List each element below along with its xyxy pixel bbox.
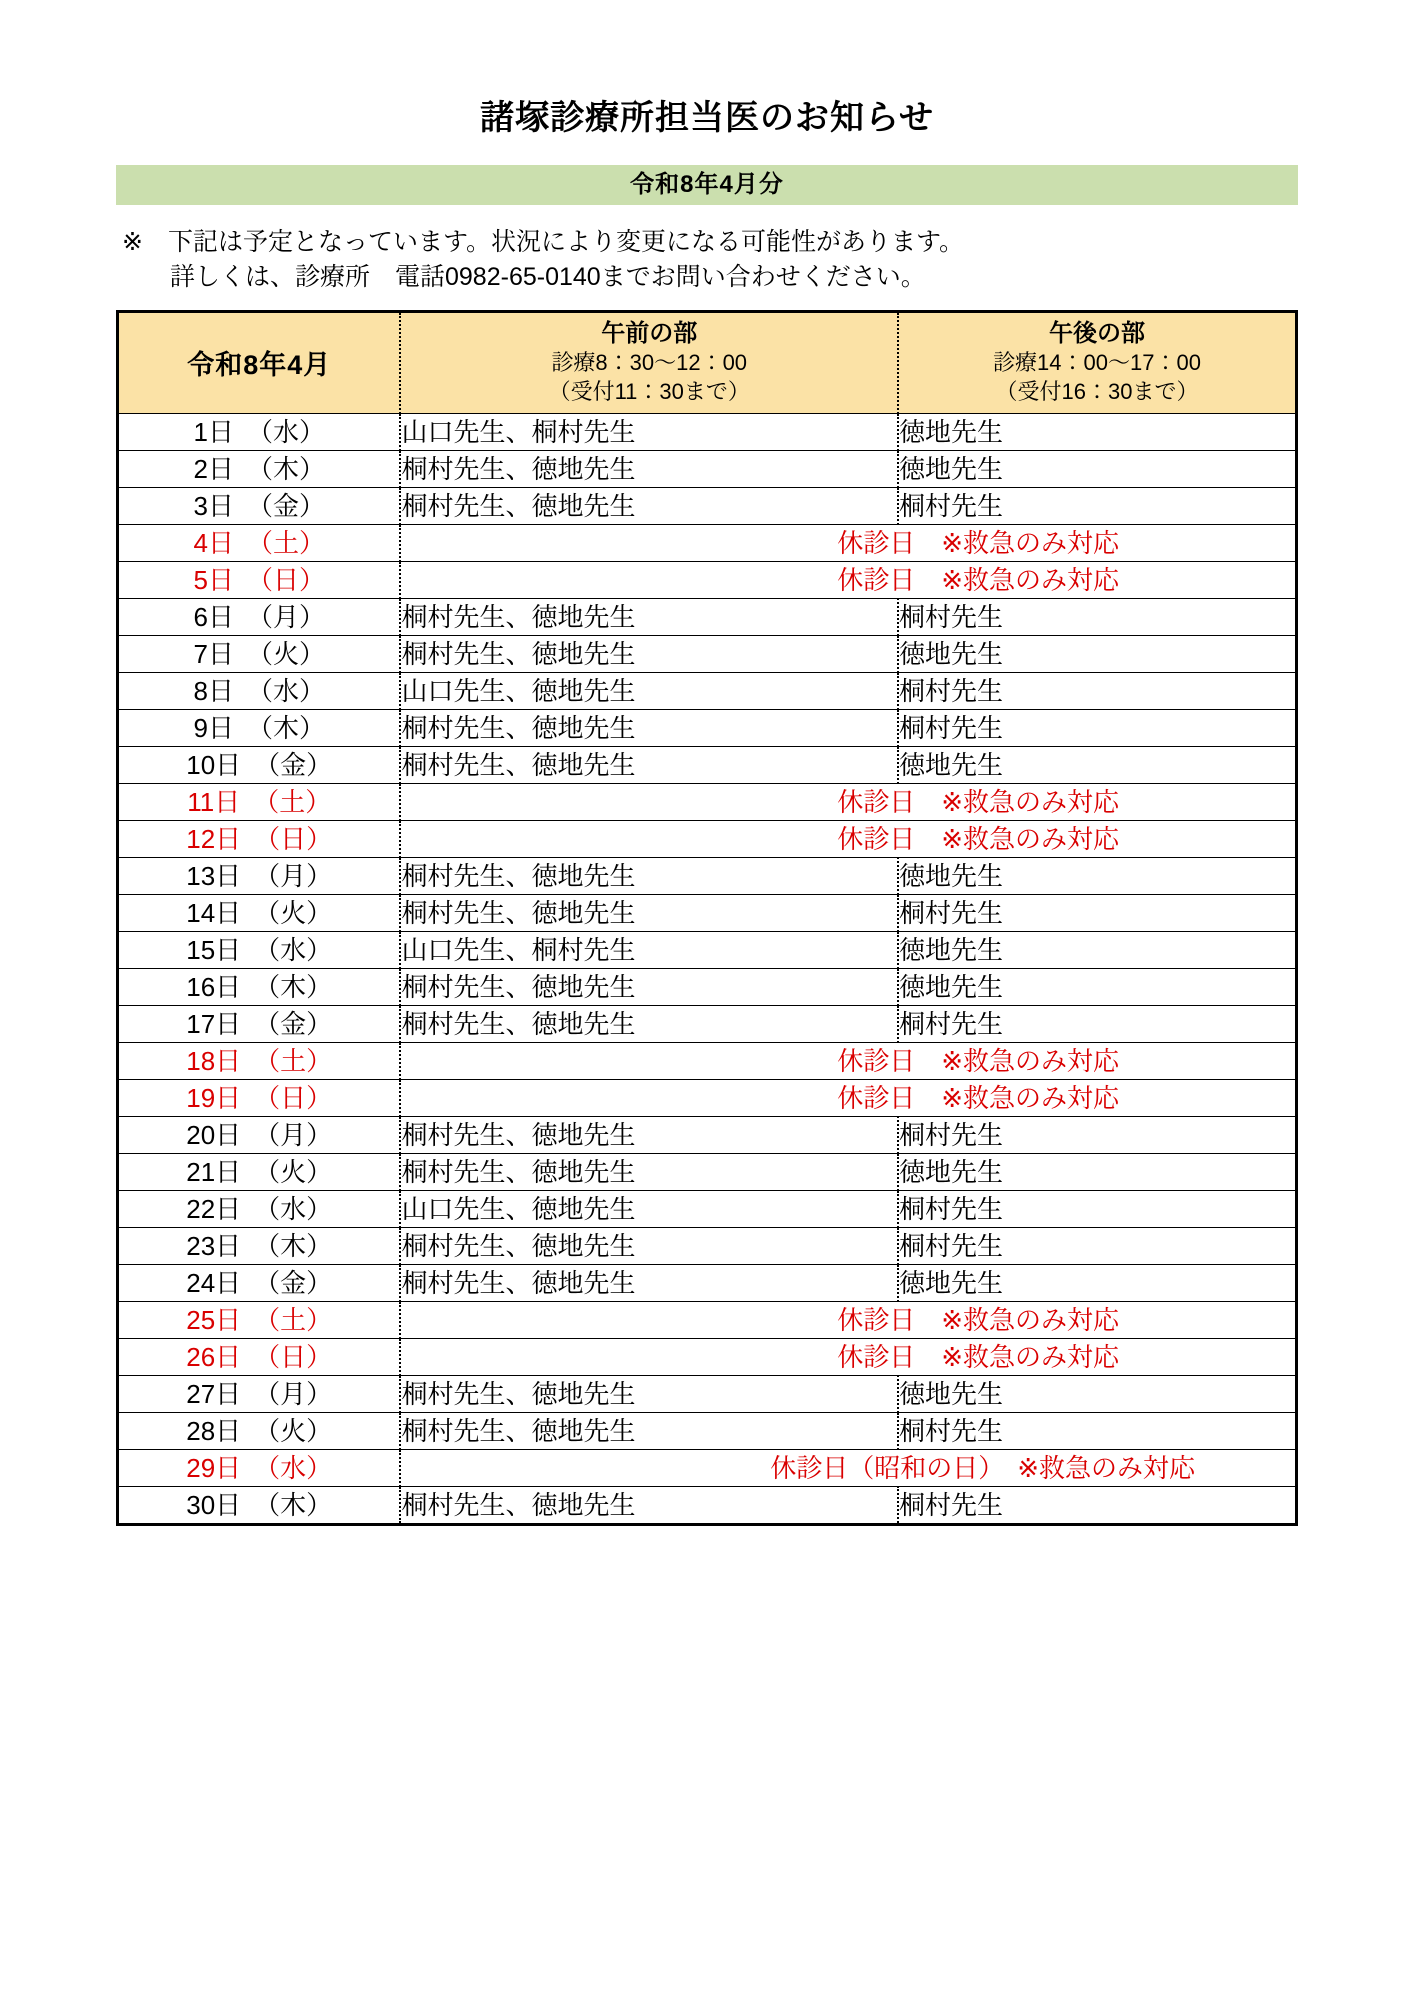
cell-date: 30日 （木） <box>118 1486 401 1524</box>
cell-morning-doctors: 桐村先生、徳地先生 <box>400 1005 898 1042</box>
table-row <box>118 487 1297 524</box>
table-row <box>118 413 1297 450</box>
cell-afternoon-doctors: 桐村先生 <box>898 1412 1297 1449</box>
cell-date: 26日 （日） <box>118 1338 401 1375</box>
cell-afternoon-doctors: 徳地先生 <box>898 450 1297 487</box>
cell-date: 13日 （月） <box>118 857 401 894</box>
cell-morning-doctors: 桐村先生、徳地先生 <box>400 746 898 783</box>
table-row <box>118 1338 1297 1375</box>
table-row <box>118 524 1297 561</box>
cell-morning-doctors: 桐村先生、徳地先生 <box>400 450 898 487</box>
cell-date: 20日 （月） <box>118 1116 401 1153</box>
cell-closed-notice: 休診日 ※救急のみ対応 <box>400 561 1296 598</box>
schedule-table-body <box>118 413 1297 1524</box>
header-afternoon-hours: 診療14：00～17：00 <box>993 350 1201 376</box>
header-morning-hours: 診療8：30～12：00 <box>551 350 748 376</box>
period-band-label: 令和8年4月分 <box>630 170 784 198</box>
cell-morning-doctors: 桐村先生、徳地先生 <box>400 635 898 672</box>
table-row <box>118 857 1297 894</box>
cell-afternoon-doctors: 桐村先生 <box>898 1116 1297 1153</box>
notice-line-2: 詳しくは、診療所 電話0982-65-0140までお問い合わせください。 <box>170 263 926 292</box>
table-row <box>118 1227 1297 1264</box>
table-row <box>118 968 1297 1005</box>
cell-date: 4日 （土） <box>118 524 401 561</box>
cell-closed-notice: 休診日 ※救急のみ対応 <box>400 1338 1296 1375</box>
header-morning-title: 午前の部 <box>601 320 698 348</box>
cell-date: 29日 （水） <box>118 1449 401 1486</box>
cell-afternoon-doctors: 桐村先生 <box>898 1005 1297 1042</box>
cell-closed-notice: 休診日（昭和の日） ※救急のみ対応 <box>400 1449 1296 1486</box>
cell-morning-doctors: 桐村先生、徳地先生 <box>400 857 898 894</box>
cell-morning-doctors: 桐村先生、徳地先生 <box>400 598 898 635</box>
cell-morning-doctors: 桐村先生、徳地先生 <box>400 1153 898 1190</box>
cell-date: 28日 （火） <box>118 1412 401 1449</box>
header-afternoon-title: 午後の部 <box>1048 320 1145 348</box>
cell-morning-doctors: 山口先生、桐村先生 <box>400 931 898 968</box>
table-row <box>118 746 1297 783</box>
cell-date: 27日 （月） <box>118 1375 401 1412</box>
cell-afternoon-doctors: 桐村先生 <box>898 1227 1297 1264</box>
cell-date: 21日 （火） <box>118 1153 401 1190</box>
cell-date: 6日 （月） <box>118 598 401 635</box>
schedule-table-wrapper <box>116 310 1298 1526</box>
table-row <box>118 1079 1297 1116</box>
cell-morning-doctors: 桐村先生、徳地先生 <box>400 968 898 1005</box>
table-row <box>118 1412 1297 1449</box>
cell-date: 14日 （火） <box>118 894 401 931</box>
cell-morning-doctors: 桐村先生、徳地先生 <box>400 1116 898 1153</box>
table-row <box>118 1042 1297 1079</box>
cell-morning-doctors: 山口先生、徳地先生 <box>400 672 898 709</box>
cell-closed-notice: 休診日 ※救急のみ対応 <box>400 524 1296 561</box>
table-row <box>118 1449 1297 1486</box>
cell-closed-notice: 休診日 ※救急のみ対応 <box>400 1301 1296 1338</box>
cell-afternoon-doctors: 桐村先生 <box>898 1486 1297 1524</box>
cell-date: 23日 （木） <box>118 1227 401 1264</box>
cell-date: 10日 （金） <box>118 746 401 783</box>
cell-afternoon-doctors: 桐村先生 <box>898 487 1297 524</box>
cell-date: 8日 （水） <box>118 672 401 709</box>
cell-morning-doctors: 山口先生、桐村先生 <box>400 413 898 450</box>
header-row <box>118 311 1297 413</box>
header-cell-morning <box>400 311 898 413</box>
cell-afternoon-doctors: 徳地先生 <box>898 931 1297 968</box>
table-row <box>118 1375 1297 1412</box>
cell-afternoon-doctors: 桐村先生 <box>898 1190 1297 1227</box>
table-row <box>118 783 1297 820</box>
period-band <box>116 165 1298 205</box>
cell-closed-notice: 休診日 ※救急のみ対応 <box>400 820 1296 857</box>
cell-date: 16日 （木） <box>118 968 401 1005</box>
table-row <box>118 1264 1297 1301</box>
notice-line-1: ※ 下記は予定となっています。状況により変更になる可能性があります。 <box>122 227 964 256</box>
table-row <box>118 709 1297 746</box>
table-row <box>118 1153 1297 1190</box>
table-row <box>118 820 1297 857</box>
cell-afternoon-doctors: 桐村先生 <box>898 672 1297 709</box>
cell-afternoon-doctors: 徳地先生 <box>898 968 1297 1005</box>
table-row <box>118 450 1297 487</box>
table-row <box>118 931 1297 968</box>
cell-morning-doctors: 桐村先生、徳地先生 <box>400 894 898 931</box>
cell-afternoon-doctors: 桐村先生 <box>898 894 1297 931</box>
schedule-table <box>116 310 1298 1526</box>
table-row <box>118 672 1297 709</box>
table-row <box>118 1301 1297 1338</box>
cell-date: 9日 （木） <box>118 709 401 746</box>
header-afternoon-reception: （受付16：30まで） <box>995 378 1199 404</box>
cell-afternoon-doctors: 徳地先生 <box>898 413 1297 450</box>
table-row <box>118 1116 1297 1153</box>
cell-morning-doctors: 桐村先生、徳地先生 <box>400 1375 898 1412</box>
cell-morning-doctors: 桐村先生、徳地先生 <box>400 1412 898 1449</box>
cell-date: 17日 （金） <box>118 1005 401 1042</box>
page-title: 諸塚診療所担当医のお知らせ <box>480 99 934 137</box>
cell-date: 5日 （日） <box>118 561 401 598</box>
table-row <box>118 1190 1297 1227</box>
cell-afternoon-doctors: 徳地先生 <box>898 857 1297 894</box>
cell-date: 1日 （水） <box>118 413 401 450</box>
cell-date: 24日 （金） <box>118 1264 401 1301</box>
header-cell-date <box>118 311 401 413</box>
cell-afternoon-doctors: 桐村先生 <box>898 598 1297 635</box>
cell-date: 15日 （水） <box>118 931 401 968</box>
cell-morning-doctors: 桐村先生、徳地先生 <box>400 1264 898 1301</box>
cell-closed-notice: 休診日 ※救急のみ対応 <box>400 1042 1296 1079</box>
table-row <box>118 1005 1297 1042</box>
cell-afternoon-doctors: 徳地先生 <box>898 635 1297 672</box>
cell-date: 18日 （土） <box>118 1042 401 1079</box>
cell-date: 22日 （水） <box>118 1190 401 1227</box>
cell-morning-doctors: 桐村先生、徳地先生 <box>400 709 898 746</box>
cell-date: 11日 （土） <box>118 783 401 820</box>
cell-afternoon-doctors: 徳地先生 <box>898 1264 1297 1301</box>
cell-closed-notice: 休診日 ※救急のみ対応 <box>400 1079 1296 1116</box>
table-row <box>118 598 1297 635</box>
cell-afternoon-doctors: 徳地先生 <box>898 746 1297 783</box>
cell-date: 3日 （金） <box>118 487 401 524</box>
cell-morning-doctors: 桐村先生、徳地先生 <box>400 1227 898 1264</box>
cell-date: 2日 （木） <box>118 450 401 487</box>
header-morning-reception: （受付11：30まで） <box>548 378 750 404</box>
schedule-table-head <box>118 311 1297 413</box>
header-cell-afternoon <box>898 311 1297 413</box>
notice-block <box>0 225 1414 296</box>
cell-morning-doctors: 山口先生、徳地先生 <box>400 1190 898 1227</box>
cell-afternoon-doctors: 桐村先生 <box>898 709 1297 746</box>
cell-date: 19日 （日） <box>118 1079 401 1116</box>
table-row <box>118 1486 1297 1524</box>
cell-date: 7日 （火） <box>118 635 401 672</box>
cell-date: 25日 （土） <box>118 1301 401 1338</box>
header-date-label: 令和8年4月 <box>187 350 332 381</box>
cell-afternoon-doctors: 徳地先生 <box>898 1375 1297 1412</box>
table-row <box>118 635 1297 672</box>
table-row <box>118 561 1297 598</box>
cell-morning-doctors: 桐村先生、徳地先生 <box>400 1486 898 1524</box>
cell-morning-doctors: 桐村先生、徳地先生 <box>400 487 898 524</box>
cell-closed-notice: 休診日 ※救急のみ対応 <box>400 783 1296 820</box>
cell-date: 12日 （日） <box>118 820 401 857</box>
table-row <box>118 894 1297 931</box>
cell-afternoon-doctors: 徳地先生 <box>898 1153 1297 1190</box>
